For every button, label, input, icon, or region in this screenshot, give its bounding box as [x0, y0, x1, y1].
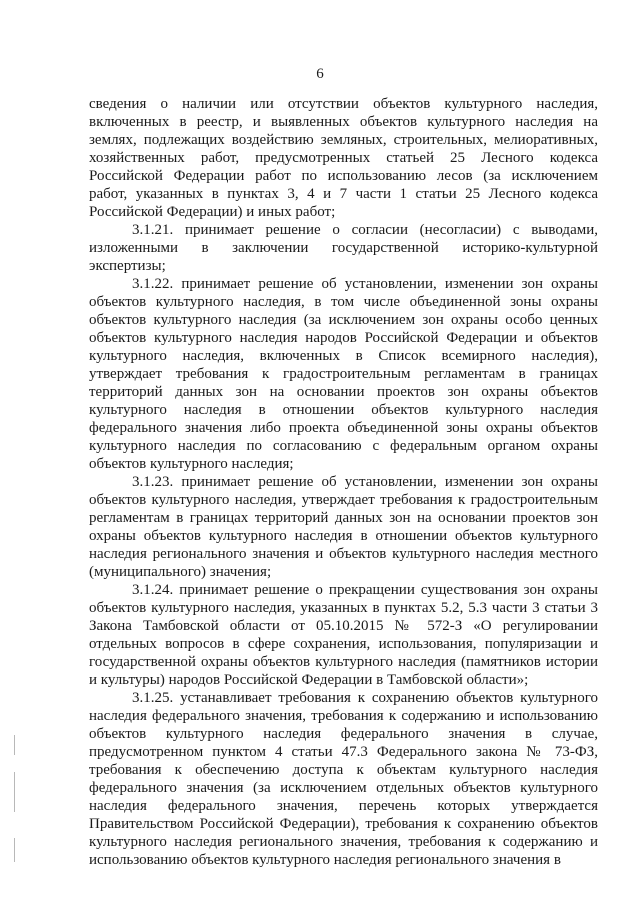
- text-line: требования к обеспечению доступа к объектам культурного наследия: [89, 762, 598, 778]
- scan-margin-mark: [14, 735, 15, 755]
- text-line: объектов культурного наследия федерального значения в случае,: [89, 726, 598, 742]
- text-line: федерального значения либо проекта объединенной зоны охраны объектов: [89, 420, 598, 436]
- text-line: культурного наследия, включенных в Список всемирного наследия),: [89, 348, 598, 364]
- text-line: 3.1.22. принимает решение об установлении, изменении зон охраны: [132, 276, 598, 292]
- text-line: объектов культурного наследия, указанных в пунктах 5.2, 5.3 части 3 статьи 3: [89, 600, 598, 616]
- text-line: объектов культурного наследия, утверждает требования к градостроительным: [89, 492, 598, 508]
- text-line: объектов культурного наследия;: [89, 456, 294, 472]
- text-line: культурного наследия в отношении объектов культурного наследия: [89, 402, 598, 418]
- text-line: 3.1.23. принимает решение об установлении, изменении зон охраны: [132, 474, 598, 490]
- text-line: 3.1.24. принимает решение о прекращении существования зон охраны: [132, 582, 598, 598]
- text-line: использованию объектов культурного наследия регионального значения в: [89, 852, 561, 868]
- text-line: включенных в реестр, и выявленных объектов культурного наследия на: [89, 114, 598, 130]
- text-line: наследия федерального значения, перечень которых утверждается: [89, 798, 598, 814]
- text-line: наследия регионального значения и объектов культурного наследия местного: [89, 546, 598, 562]
- text-line: территорий данных зон на основании проектов зон охраны объектов: [89, 384, 598, 400]
- text-line: регламентам в границах территорий данных зон на основании проектов зон: [89, 510, 598, 526]
- text-line: государственной охраны объектов культурного наследия (памятников истории: [89, 654, 598, 670]
- text-line: и культуры) народов Российской Федерации в Тамбовской области»;: [89, 672, 529, 688]
- text-line: (муниципального) значения;: [89, 564, 272, 580]
- text-line: федерального значения (за исключением отдельных объектов культурного: [89, 780, 598, 796]
- text-line: объектов культурного наследия (за исключением зон охраны особо ценных: [89, 312, 598, 328]
- text-line: Закона Тамбовской области от 05.10.2015 № 572-З «О регулировании: [89, 618, 598, 634]
- text-line: отдельных вопросов в сфере сохранения, использования, популяризации и: [89, 636, 598, 652]
- page-number: 6: [316, 66, 324, 82]
- text-line: охраны объектов культурного наследия в отношении объектов культурного: [89, 528, 598, 544]
- text-line: Российской Федерации) и иных работ;: [89, 204, 336, 220]
- text-line: предусмотренном пунктом 4 статьи 47.3 Федерального закона № 73-ФЗ,: [89, 744, 598, 760]
- text-line: объектов культурного наследия народов Российской Федерации и объектов: [89, 330, 598, 346]
- text-line: культурного наследия по согласованию с федеральным органом охраны: [89, 438, 598, 454]
- text-line: культурного наследия регионального значения, требования к содержанию и: [89, 834, 598, 850]
- text-line: сведения о наличии или отсутствии объектов культурного наследия,: [89, 96, 598, 112]
- text-line: утверждает требования к градостроительным регламентам в границах: [89, 366, 598, 382]
- scan-margin-mark: [14, 772, 15, 812]
- text-line: 3.1.25. устанавливает требования к сохранению объектов культурного: [132, 690, 598, 706]
- scan-margin-mark: [14, 838, 15, 862]
- text-line: объектов культурного наследия, в том числе объединенной зоны охраны: [89, 294, 598, 310]
- text-line: изложенными в заключении государственной историко-культурной: [89, 240, 598, 256]
- text-line: Российской Федерации работ по использованию лесов (за исключением: [89, 168, 598, 184]
- text-line: землях, подлежащих воздействию земляных, строительных, мелиоративных,: [89, 132, 598, 148]
- text-line: работ, указанных в пунктах 3, 4 и 7 части 1 статьи 25 Лесного кодекса: [89, 186, 598, 202]
- text-line: Правительством Российской Федерации), требования к сохранению объектов: [89, 816, 598, 832]
- text-line: хозяйственных работ, предусмотренных статьей 25 Лесного кодекса: [89, 150, 598, 166]
- text-line: экспертизы;: [89, 258, 166, 274]
- text-line: 3.1.21. принимает решение о согласии (несогласии) с выводами,: [132, 222, 598, 238]
- text-line: наследия федерального значения, требования к содержанию и использованию: [89, 708, 598, 724]
